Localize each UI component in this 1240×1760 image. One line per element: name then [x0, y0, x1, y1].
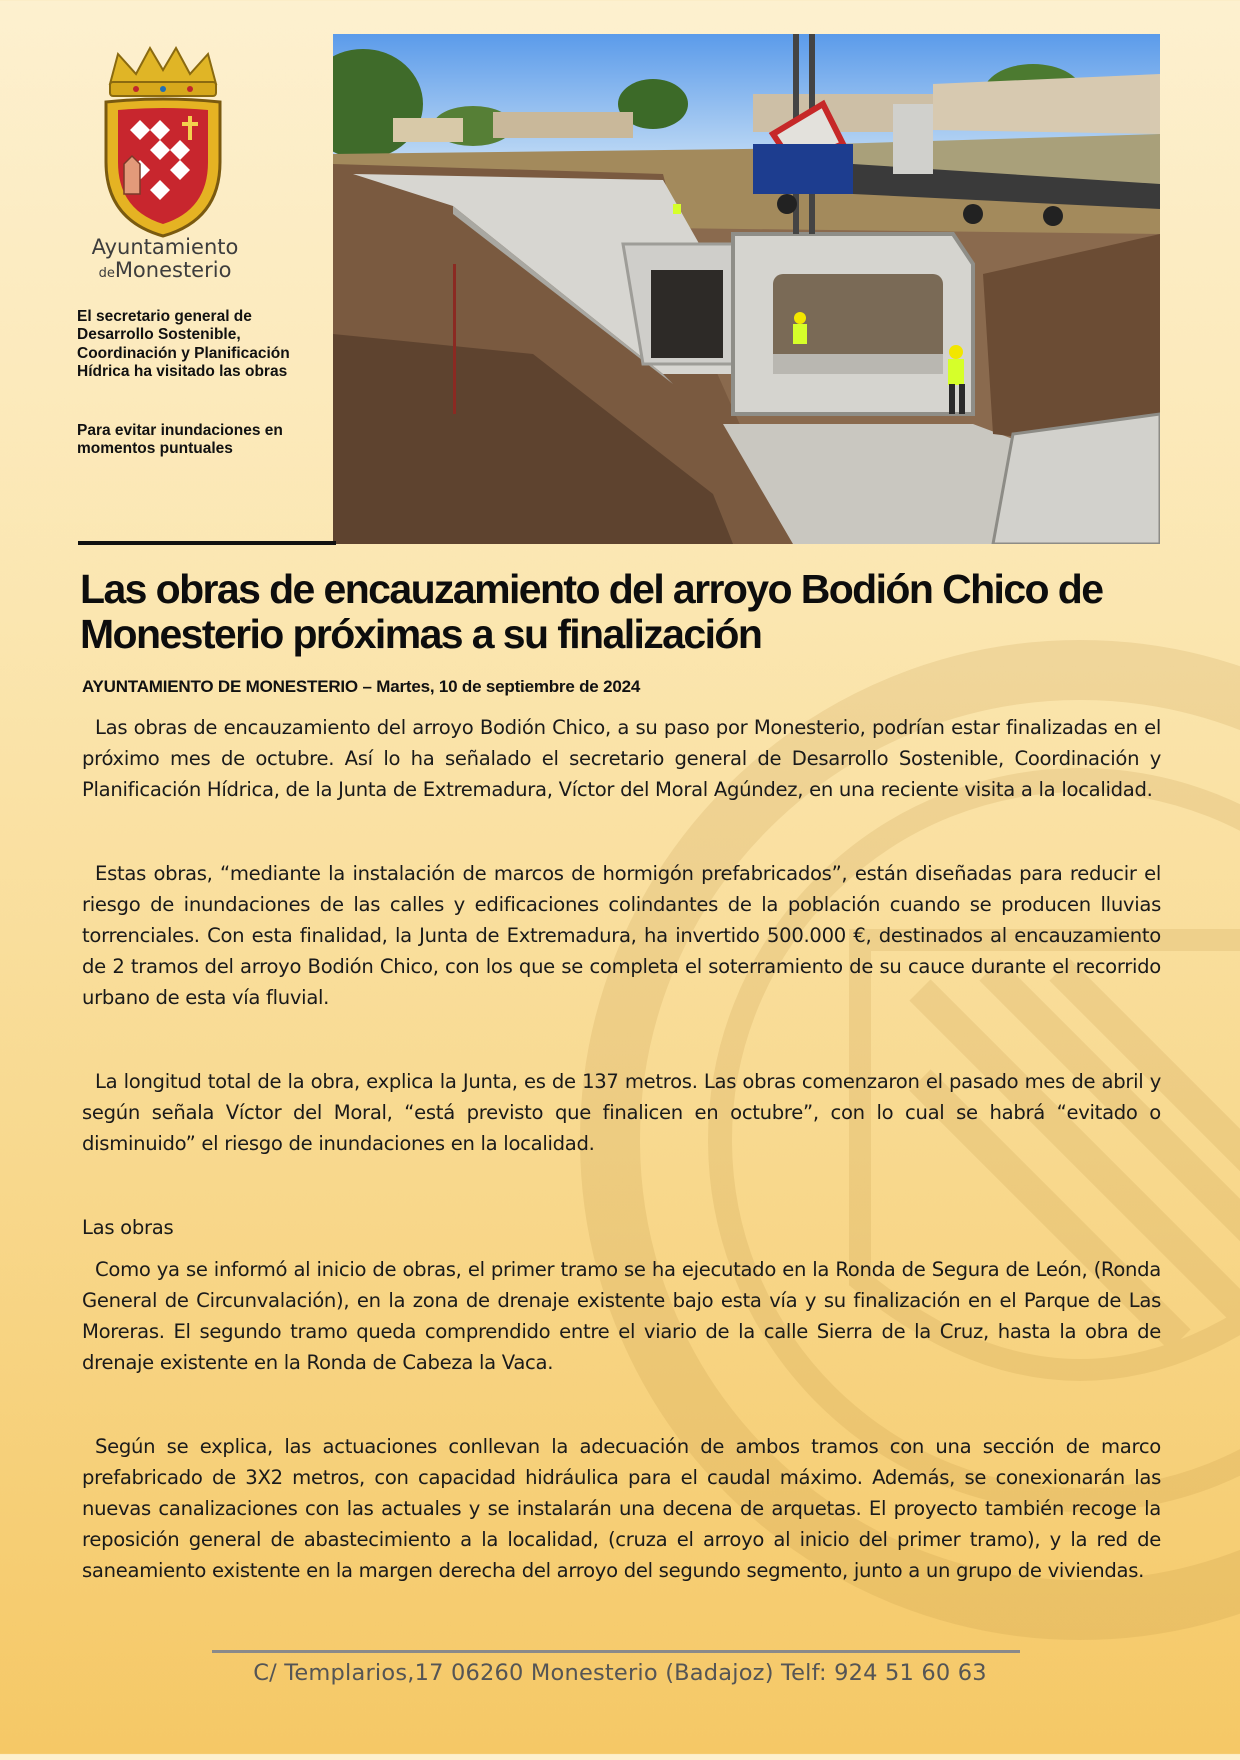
logo-line-1: Ayuntamiento	[91, 235, 239, 259]
article-subheading: Las obras	[82, 1216, 174, 1239]
article-paragraph-2: Estas obras, “mediante la instalación de marcos de hormigón prefabricados”, están diseñadas para reducir el riesgo de inundaciones de las calles y edificaciones colindantes de la población cuando se producen lluvias torrenciales. Con esta finalidad, la Junta de Extremadura, ha invertido 500.000 €, destinados al encauzamiento de 2 tramos del arroyo Bodión Chico, con los que se completa el soterramiento de su cauce durante el recorrido urbano de esta vía fluvial.	[82, 862, 1161, 1009]
coat-of-arms-logo	[88, 44, 238, 244]
article-paragraph-1: Las obras de encauzamiento del arroyo Bodión Chico, a su paso por Monesterio, podrían estar finalizadas en el próximo mes de octubre. Así lo ha señalado el secretario general de Desarrollo Sostenible, Coordinación y Planificación Hídrica, de la Junta de Extremadura, Víctor del Moral Agúndez, en una reciente visita a la localidad.	[82, 716, 1161, 801]
side-notes	[77, 308, 317, 499]
municipality-name	[80, 236, 250, 282]
footer-divider	[212, 1650, 1020, 1653]
side-note-1: El secretario general de Desarrollo Sostenible, Coordinación y Planificación Hídrica ha visitado las obras	[77, 308, 290, 381]
article-paragraph-3: La longitud total de la obra, explica la Junta, es de 137 metros. Las obras comenzaron el pasado mes de abril y según señala Víctor del Moral, “está previsto que finalicen en octubre”, con lo cual se habrá “evitado o disminuido” el riesgo de inundaciones en la localidad.	[82, 1070, 1161, 1155]
article-body	[82, 712, 1161, 1586]
article-paragraph-4: Como ya se informó al inicio de obras, el primer tramo se ha ejecutado en la Ronda de Segura de León, (Ronda General de Circunvalación), en la zona de drenaje existente bajo esta vía y su finalización en el Parque de Las Moreras. El segundo tramo queda comprendido entre el viario de la calle Sierra de la Cruz, hasta la obra de drenaje existente en la Ronda de Cabeza la Vaca.	[82, 1258, 1161, 1374]
footer-address: C/ Templarios,17 06260 Monesterio (Badajoz) Telf: 924 51 60 63	[253, 1660, 987, 1686]
logo-line-2	[80, 259, 250, 282]
logo-line-2-prefix: de	[98, 266, 115, 282]
article-byline: AYUNTAMIENTO DE MONESTERIO – Martes, 10 de septiembre de 2024	[82, 677, 641, 696]
article-headline: Las obras de encauzamiento del arroyo Bodión Chico de Monesterio próximas a su finalización	[80, 566, 1103, 658]
header-divider	[78, 541, 336, 545]
side-note-2: Para evitar inundaciones en momentos puntuales	[77, 421, 283, 458]
construction-photo	[333, 34, 1160, 544]
logo-line-2-name: Monesterio	[114, 258, 232, 283]
article-paragraph-5: Según se explica, las actuaciones conllevan la adecuación de ambos tramos con una sección de marco prefabricado de 3X2 metros, con capacidad hidráulica para el caudal máximo. Además, se conexionarán las nuevas canalizaciones con las actuales y se instalarán una decena de arquetas. El proyecto también recoge la reposición general de abastecimiento a la localidad, (cruza el arroyo al inicio del primer tramo), y la red de saneamiento existente en la margen derecha del arroyo del segundo segmento, junto a un grupo de viviendas.	[82, 1435, 1161, 1582]
